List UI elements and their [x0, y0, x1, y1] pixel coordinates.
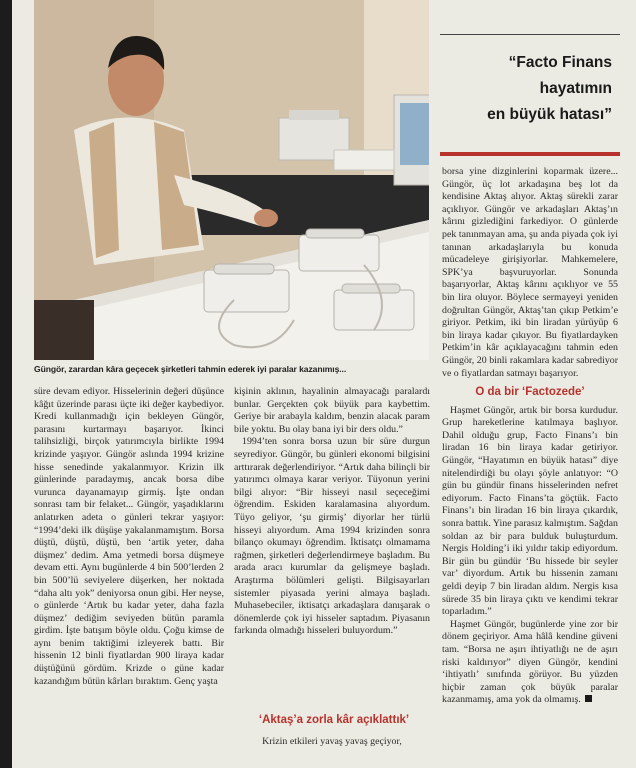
- pull-quote-line-2: hayatımın: [539, 80, 612, 97]
- article-photo: [34, 0, 429, 360]
- column-3-paragraph-3: [442, 619, 618, 707]
- section-subhead-aktas: ‘Aktaş’a zorla kâr açıklattık’: [258, 714, 410, 726]
- quote-top-rule: [440, 34, 620, 35]
- pull-quote-box: [440, 20, 624, 160]
- article-column-2: [234, 386, 430, 638]
- article-column-1: [34, 386, 224, 688]
- column-2-paragraph-2: 1994’ten sonra borsa uzun bir süre durgun seyrediyor. Güngör, bu günleri ekonomi bilgisini arttırarak değerlendiriyor. “Artık daha bilinçli bir yatırımcı olmaya karar veriyor. Tüyonun yerini bilgi alıyor: “Bir hisseyi nasıl seçeceğimi öğrendim. Eskiden karalamasina alıyordum. Tüyo geliyor, ‘şu girmiş’ diyorlar her türlü hisseyi alıyordum. Ama 1994 krizinden sonra bilanço okumayı öğrendim. İktisatçı olmamama rağmen, şirketleri değerlendirmeye başladım. Bu arada aracı kurumlar da gelişmeye başladı. Araştırma bölümleri gelişti. Bilgisayarları sistemler piyasada yerini almaya başladı. Muhasebeciler, iktisatçı arkadaşlara danışarak o dönemlerde çok iyi hisseler saptadım. Piyasanın farkında olmadığı hisseleri buluyordum.”: [234, 436, 430, 637]
- pull-quote: [442, 50, 612, 128]
- column-3-paragraph-3-text: Haşmet Güngör, bugünlerde yine zor bir dönem geçiriyor. Ama hâlâ kendine güveni tam. “Borsa ne aşırı ihtiyatlığı ne de aşırı riski kaldırıyor” diyen Güngör, kendini ‘ihtiyatlı’ sınıfında görüyor. Bu yüzden hiçbir zaman çok büyük paralar kazanmamış, ama yok da olmamış.: [442, 618, 618, 706]
- article-column-3: [442, 166, 618, 707]
- quote-bottom-rule: [440, 152, 620, 156]
- column-3-paragraph-1: borsa yine dizginlerini koparmak üzere... Güngör, üç lot arkadaşına beş lot da kendisine Aktaş alıyor. Aktaş sürekli zarar açıklıyor. Güngör ve arkadaşları Aktaş’ın kârını gizlediğini farkediyor. O günlerde pek tanınmayan ama, şu anda piyada çok iyi tanınan arkadaşlarıyla bu konuda mücadeleye girişiyorlar. Mahkemelere, SPK’ya başvuruyorlar. Sonunda başarıyorlar, Aktaş kârını açıklıyor ve 55 bin lira oluyor. Böylece sermayeyi yeniden doğrultan Güngör, Aktaş’tan çıkıp Petkim’e giriyor. Petkim, iki bin liradan yürüyüp 6 bin liraya kadar çıkıyor. Bu fiyatlardayken Petkim’in kâr açıklayacağını tahmin eden Güngör, 20 binli rakamlara kadar sabrediyor ve o fiyatlardan satmayı başarıyor.: [442, 166, 618, 379]
- article-end-mark-icon: [585, 695, 592, 702]
- pull-quote-line-1: “Facto Finans: [508, 54, 612, 71]
- column-2-paragraph-1: kişinin aklının, hayalinin almayacağı paralardı bunlar. Gerçekten çok büyük para kaybettim. Geriye bir arabayla kaldım, benzin alacak param bile yoktu. Bu olay bana iyi bir ders oldu.”: [234, 386, 430, 435]
- column-1-paragraph: süre devam ediyor. Hisselerinin değeri düşünce kâğıt üzerinde parası üçte iki değer kaybediyor. Kredi kullanmadığı için bekleyen Güngör, parasını kurtarmayı başarıyor. İkinci talihsizliği, birçok yatırımcıyla birlikte 1994 krizinde yaşıyor. Güngör aslında 1994 krizine hisse senedinde yakalanmıyor. Krizin ilk günlerinde paradaymış, ancak borsa dibe vurunca dayanamayıp girmiş. İşte ondan sonrası tam bir felaket... Güngör, yaşadıklarını anlatırken adeta o günleri tekrar yaşıyor: “1994’deki ilk düşüşe yakalanmamıştım. Borsa düştü, düştü, düştü, ben ‘artik yeter, daha düşmez’ dedim. Ama yetmedi borsa düşmeye devam etti. Aynı bugünlerde 4 bin 500’lerden 2 bin 500’lü seviyelere düşerken, her noktada “daha altı yok” deniyorsa onun gibi. Her neyse, o günlerde ‘Artık bu kadar yeter, daha fazla düşmez’ dediğim seviyeden bütün paramla girdim. İşte batışım böyle oldu. Çoğu kimse de aynı benim taktiğimi izleyerek battı. Bir hissenin 12 binli fiyatlardan 900 liraya kadar düştüğünü gördüm. Krizde o güne kadar kazandığım bütün kârları bıraktım. Genç yaşta: [34, 386, 224, 687]
- office-photo-image: [34, 0, 429, 360]
- photo-caption: Güngör, zarardan kâra geçecek şirketleri tahmin ederek iyi paralar kazanımış...: [34, 364, 347, 374]
- column-3-paragraph-2: Haşmet Güngör, artık bir borsa kurdudur. Grup hareketlerine katılmaya başlıyor. Dahil olduğu grup, Facto Finans’ı bin liradan 16 bin liraya kadar getiriyor. Güngör, “Hayatımın en büyük hatası” diye nitelendirdiği bu olayı şöyle anlatıyor: “O gün bu gündür finans hisselerinden nefret ediyorum. Facto Finans’ta göçtük. Facto Finans’ı bin liradan 16 bin liraya çıkardık, sonra battık. Yine parasız kalmıştım. Sağdan soldan az bir para bulduk buluşturdum. Nergis Holding’i iki yıldır takip ediyordum. Bir gün bu gündür ‘Bu hissede bir seyler var’ diyordum. Artık bu hissenin zamanı geldi deyip 7 bin liradan aldım. Nergis kısa sürede 35 bin liraya çıktı ve kendimi tekrar toparladım.”: [442, 404, 618, 618]
- pull-quote-line-3: en büyük hatası”: [487, 106, 612, 123]
- section-subhead-factozede: O da bir ‘Factozede’: [475, 386, 585, 399]
- column-2-paragraph-3: Krizin etkileri yavaş yavaş geçiyor,: [262, 736, 402, 747]
- magazine-page: [12, 0, 636, 768]
